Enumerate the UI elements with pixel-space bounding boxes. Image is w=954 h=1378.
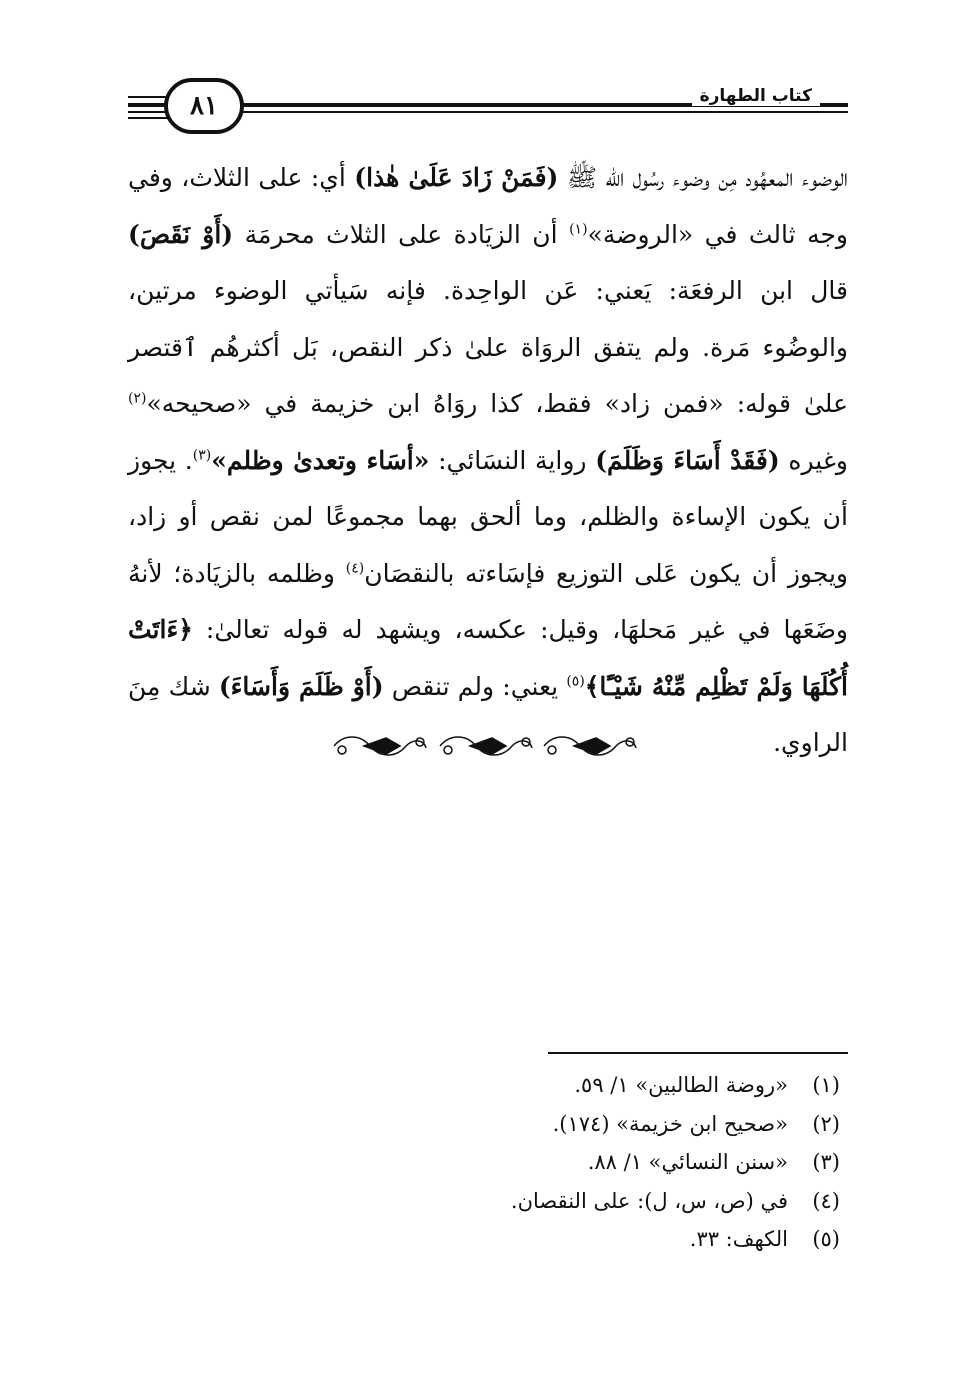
footnote-text: الكهف: ٣٣. [689,1227,788,1251]
footnote [280,1143,840,1182]
footnote-number: (٤) [812,1188,840,1213]
footnote-number: (١) [812,1073,840,1097]
footnote [280,1105,840,1144]
footnote-number: (٢) [812,1111,840,1136]
quran-verse: ﴿ءَاتَتْ أُكُلَهَا وَلَمْ تَظْلِم مِّنْهُ شَيْـًٔا﴾ [128,615,848,701]
footnote-text: «روضة الطالبين» ١/ ٥٩. [574,1073,788,1097]
text-segment: شك مِنَ الراوي. [128,671,848,757]
text-segment: رواية النسَائي: [438,445,587,475]
section-divider-ornament [330,728,640,764]
hadith-quote: (فَقَدْ أَسَاءَ وَظَلَمَ) [595,445,780,475]
text-segment: يعني: ولم تنقص [391,671,559,701]
text-segment: وظلمه بالزيَادة؛ لأنهُ وضَعَها في غير مَحلهَا، وقيل: عكسه، ويشهد له قوله تعالىٰ: [128,558,848,644]
footnote-text: في (ص، س، ل): على النقصان. [510,1188,788,1213]
footnote-text: «صحيح ابن خزيمة» (١٧٤). [552,1111,788,1136]
footnote-text: «سنن النسائي» ١/ ٨٨. [587,1150,788,1174]
text-segment: . يجوز أن يكون الإساءة والظلم، وما ألحق بهما مجموعًا لمن نقص أو زاد، ويجوز أن يكون عَلى التوزيع فإسَاءته بالنقصَان [128,445,848,588]
ornament-motif [334,737,426,755]
footnote [280,1182,840,1221]
footnote-ref: (٥) [566,673,585,690]
header-rule-tail [822,103,848,107]
ornament-motif [544,737,636,755]
page-header [128,72,848,142]
text-segment: أي: على الثلاث، وفي وجه ثالث في «الروضة» [128,163,849,249]
footnotes [280,1066,840,1259]
footnote-ref: (٤) [345,560,365,577]
footnote-ref: (٣) [192,447,212,464]
ornament-motif [440,737,532,755]
text-segment: وغيره [788,445,848,475]
hadith-quote: (أَوْ ظَلَمَ وَأَسَاءَ) [218,671,384,701]
footnote-ref: (٢) [128,390,147,407]
footnote-number: (٣) [812,1150,840,1174]
hadith-quote: «أسَاء وتعدىٰ وظلم» [211,445,430,475]
hadith-quote: (أَوْ نَقَصَ) [128,219,234,249]
main-paragraph [128,150,848,772]
text-segment: الوضوء المعهُود مِن وضوء رسُول الله ﷺ [566,163,848,192]
footnote [280,1066,840,1105]
hadith-quote: (فَمَنْ زَادَ عَلَىٰ هٰذا) [354,163,559,192]
footnote [280,1220,840,1259]
footnote-separator [548,1052,848,1054]
page-number: ٨١ [164,78,244,134]
text-segment: قال ابن الرفعَة: يَعني: عَن الواحِدة. فإنه سَيأتي الوضوء مرتين، والوضُوء مَرة. ولم يتفق الروَاة علىٰ ذكر النقص، بَل أكثرهُم ٱقتصر علىٰ قوله: «فمن زاد» فقط، كذا روَاهُ ابن خزيمة في «صحيحه» [128,276,848,418]
text-segment: أن الزيَادة على الثلاث محرمَة [244,219,558,249]
footnote-number: (٥) [812,1227,840,1251]
chapter-title: كتاب الطهارة [692,86,820,106]
main-text [128,150,848,772]
footnote-ref: (١) [569,221,588,238]
